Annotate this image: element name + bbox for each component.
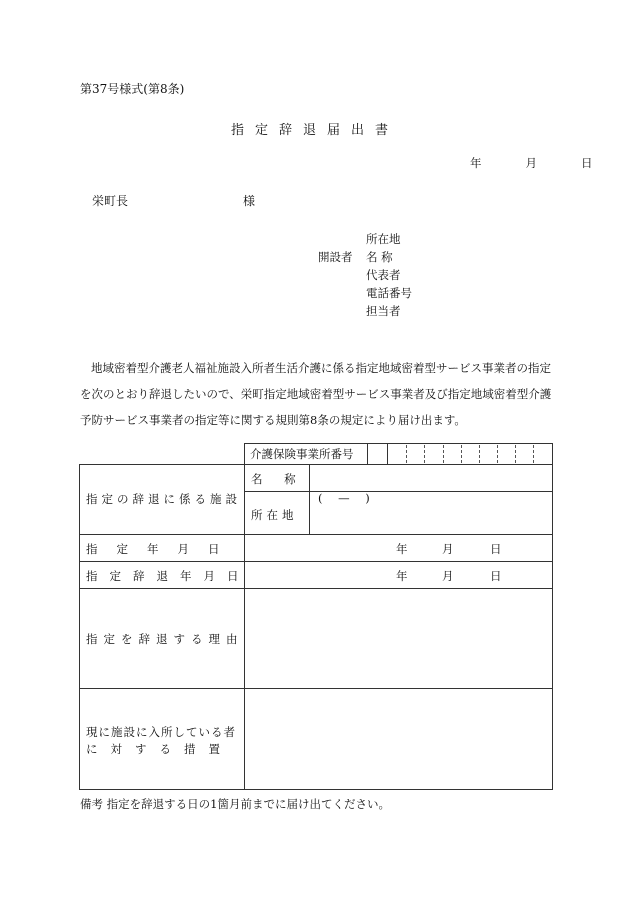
date-day: 日 — [581, 156, 593, 170]
postal-code-placeholder: ( — ) — [318, 491, 376, 505]
document-title: 指定辞退届出書 — [230, 123, 399, 138]
date-year: 年 — [470, 156, 482, 170]
operator-name-label: 名 称 — [366, 250, 393, 264]
operator-contact-label: 担当者 — [366, 304, 401, 318]
office-number-label: 介護保険事業所番号 — [250, 447, 354, 461]
operator-fields — [366, 230, 412, 320]
designation-date-month: 月 — [442, 542, 454, 556]
designation-date-label: 指定年月日 — [86, 542, 239, 556]
remarks-note: 備考 指定を辞退する日の1箇月前までに届け出てください。 — [80, 797, 390, 811]
submission-date — [470, 155, 593, 171]
designation-date-day: 日 — [490, 542, 502, 556]
operator-label: 開設者 — [318, 250, 353, 264]
measures-label-line1: 現に施設に入所している者 — [86, 725, 236, 739]
designation-date-year: 年 — [396, 542, 408, 556]
addressee-honorific: 様 — [243, 194, 256, 208]
measures-label-line2: に対する措置 — [86, 742, 233, 756]
form-number: 第37号様式(第8条) — [80, 82, 185, 96]
withdrawal-reason-label: 指定を辞退する理由 — [86, 632, 244, 646]
operator-representative-label: 代表者 — [366, 268, 401, 282]
facility-name-label: 名 称 — [251, 472, 305, 486]
body-paragraph: 地域密着型介護老人福祉施設入所者生活介護に係る指定地域密着型サービス事業者の指定を次のとおり辞退したいので、栄町指定地域密着型サービス事業者及び指定地域密着型介護予防サービス事業者の指定等に関する規則第8条の規定により届け出ます。 — [80, 361, 552, 427]
date-month: 月 — [525, 156, 537, 170]
facility-row-label: 指定の辞退に係る施設 — [86, 492, 241, 506]
withdrawal-date-year: 年 — [396, 569, 408, 583]
facility-address-label: 所在地 — [251, 508, 298, 522]
operator-address-label: 所在地 — [366, 232, 401, 246]
addressee-name: 栄町長 — [92, 194, 129, 208]
operator-phone-label: 電話番号 — [366, 286, 412, 300]
withdrawal-date-month: 月 — [442, 569, 454, 583]
withdrawal-date-label: 指定辞退年月日 — [86, 569, 251, 583]
withdrawal-date-day: 日 — [490, 569, 502, 583]
